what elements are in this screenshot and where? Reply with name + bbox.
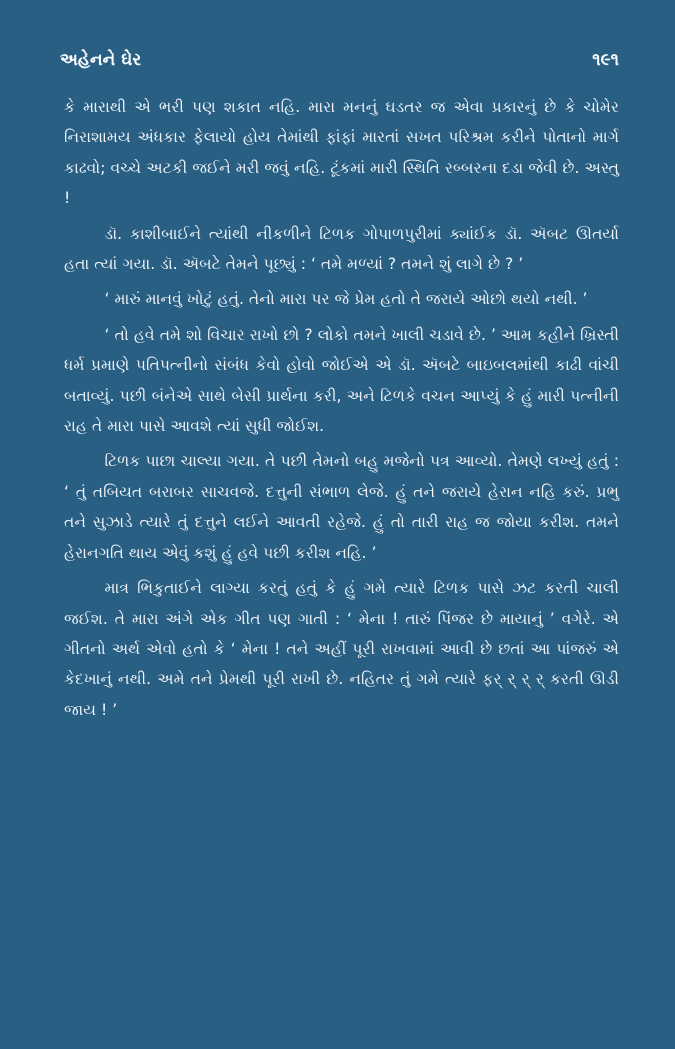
paragraph: કે મારાથી એ ભરી પણ શકાત નહિ. મારા મનનું ઘડતર જ એવા પ્રકારનું છે કે ચોમેર નિરાશામય અંધકાર ફેલાયો હોય તેમાંથી ફાંફાં મારતાં સખત પરિશ્રમ કરીને પોતાનો માર્ગ કાઢવો; વચ્ચે અટકી જઈને મરી જવું નહિ. ટૂંકમાં મારી સ્થિતિ રબ્બરના દડા જેવી છે. અસ્તુ !	[64, 98, 619, 208]
paragraph: ‘ તો હવે તમે શો વિચાર રાખો છો ? લોકો તમને ખાલી ચડાવે છે. ’ આમ કહીને ખ્રિસ્તી ધર્મ પ્રમાણે પતિપત્નીનો સંબંધ કેવો હોવો જોઈએ એ ડૉ. ઍબટે બાઇબલમાંથી કાઢી વાંચી બતાવ્યું. પછી બંનેએ સાથે બેસી પ્રાર્થના કરી, અને ટિળકે વચન આપ્યું કે હું મારી પત્નીની રાહ તે મારા પાસે આવશે ત્યાં સુધી જોઈશ.	[64, 325, 619, 436]
paragraph: ડૉ. કાશીબાઈને ત્યાંથી નીકળીને ટિળક ગોપાળપુરીમાં ક્યાંઈક ડૉ. ઍબટ ઊતર્યા હતા ત્યાં ગયા. ડૉ. ઍબટે તેમને પૂછ્યું : ‘ તમે મળ્યાં ? તમને શું લાગે છે ? ’	[64, 224, 619, 274]
page-number: ૧૯૧	[592, 50, 619, 70]
chapter-title: અહેનને ઘેર	[60, 50, 142, 70]
running-header	[60, 50, 619, 70]
body-text	[64, 92, 619, 725]
paragraph: ટિળક પાછા ચાલ્યા ગયા. તે પછી તેમનો બહુ મજેનો પત્ર આવ્યો. તેમણે લખ્યું હતું : ‘ તું તબિયત બરાબર સાચવજે. દત્તુની સંભાળ લેજે. હું તને જરાયે હેરાન નહિ કરું. પ્રભુ તને સુઝાડે ત્યારે તું દત્તુને લઈને આવતી રહેજે. હું તો તારી રાહ જ જોયા કરીશ. તમને હેરાનગતિ થાય એવું કશું હું હવે પછી કરીશ નહિ. ’	[64, 452, 619, 562]
paragraph: ‘ મારું માનવું ખોટું હતું. તેનો મારા પર જે પ્રેમ હતો તે જરાયે ઓછો થયો નથી. ’	[104, 290, 588, 309]
paragraph: માત્ર ભિકુતાઈને લાગ્યા કરતું હતું કે હું ગમે ત્યારે ટિળક પાસે ઝટ કરતી ચાલી જઈશ. તે મારા અંગે એક ગીત પણ ગાતી : ‘ મેના ! તારું પિંજર છે માયાનું ’ વગેરે. એ ગીતનો અર્થ એવો હતો કે ‘ મેના ! તને અહીં પૂરી રાખવામાં આવી છે છતાં આ પાંજરું એ કેદખાનું નથી. અમે તને પ્રેમથી પૂરી રાખી છે. નહિતર તું ગમે ત્યારે ફર્ ર્ ર્ ર્ કરતી ઊડી જાય ! ’	[64, 579, 619, 719]
